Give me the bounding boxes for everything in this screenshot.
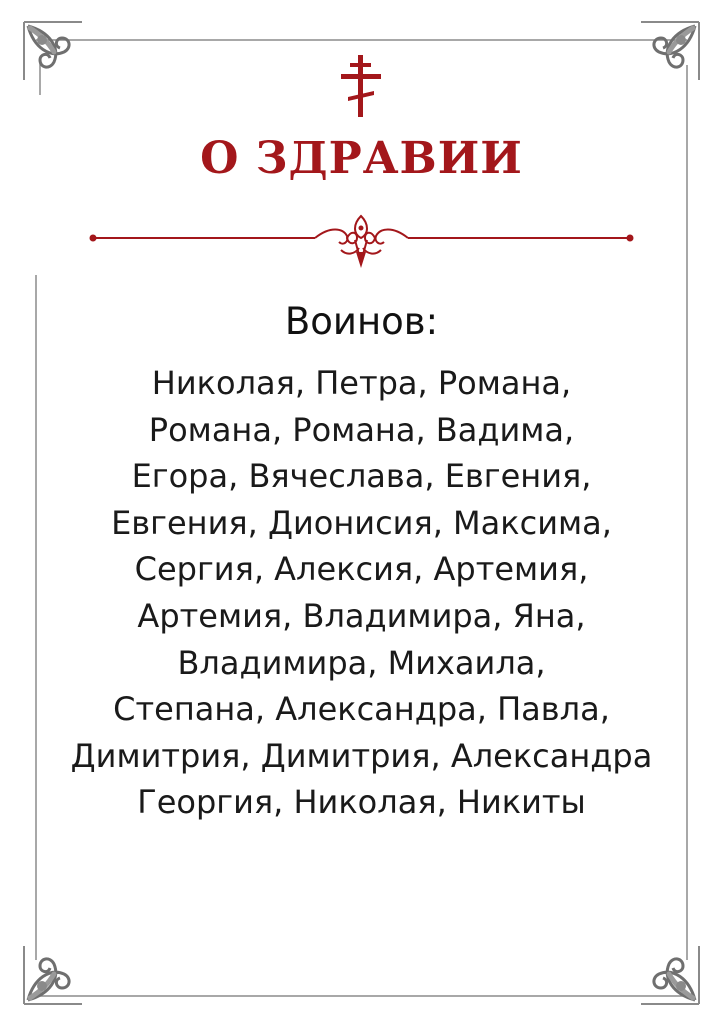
names-line: Степана, Александра, Павла, bbox=[113, 690, 610, 729]
names-line: Владимира, Михаила, bbox=[177, 643, 546, 682]
corner-ornament-top-left bbox=[24, 22, 82, 80]
names-line: Сергия, Алексия, Артемия, bbox=[134, 550, 589, 589]
names-line: Димитрия, Димитрия, Александра bbox=[70, 736, 653, 775]
names-list bbox=[0, 360, 723, 826]
corner-ornament-top-right bbox=[641, 22, 699, 80]
ornamental-divider bbox=[85, 208, 638, 276]
orthodox-cross-icon bbox=[336, 55, 386, 117]
names-line: Евгения, Дионисия, Максима, bbox=[111, 503, 612, 542]
names-line: Егора, Вячеслава, Евгения, bbox=[131, 457, 592, 496]
page-title: О ЗДРАВИИ bbox=[200, 133, 523, 184]
section-heading: Воинов: bbox=[284, 300, 439, 343]
names-line: Николая, Петра, Романа, bbox=[151, 364, 572, 402]
names-line: Романа, Романа, Вадима, bbox=[148, 410, 575, 449]
names-line: Георгия, Николая, Никиты bbox=[137, 783, 586, 822]
names-line: Артемия, Владимира, Яна, bbox=[137, 596, 586, 635]
